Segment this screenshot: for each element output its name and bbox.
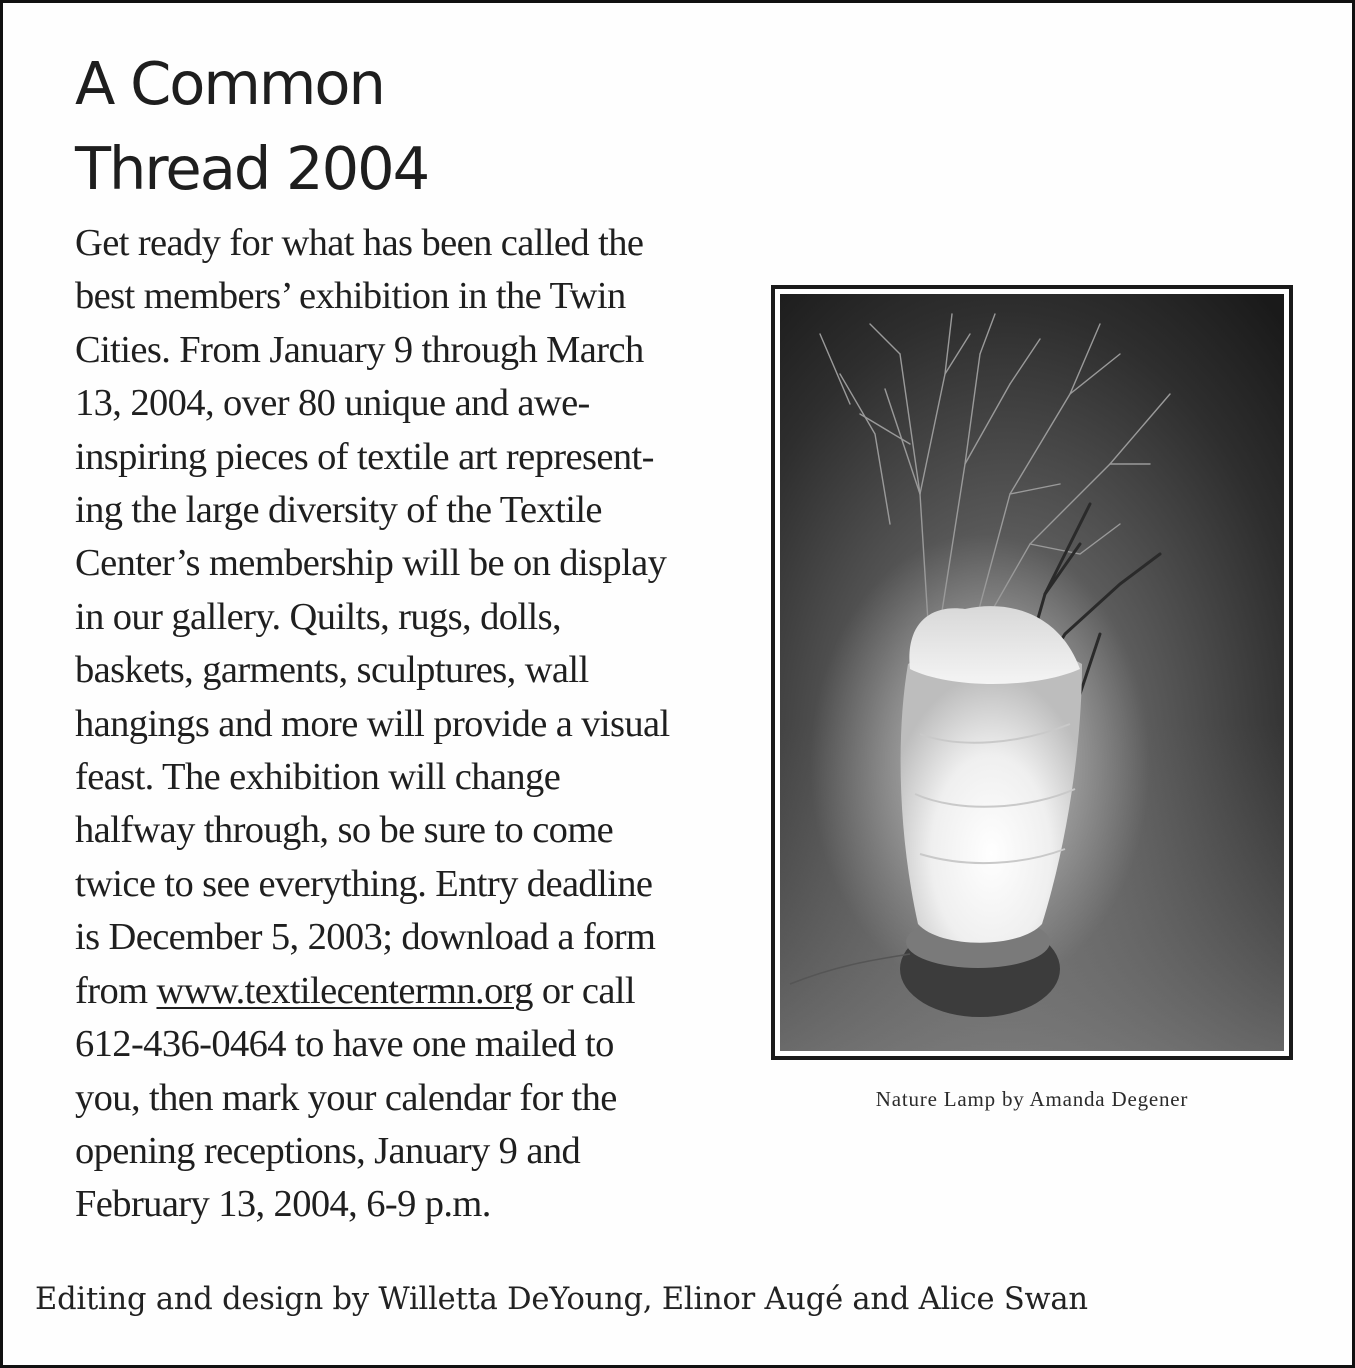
photo-caption: Nature Lamp by Amanda Degener — [875, 1087, 1189, 1111]
body-line: best members’ exhibition in the Twin — [75, 275, 626, 318]
body-line: is December 5, 2003; download a form — [75, 916, 656, 959]
body-line: hangings and more will provide a visual — [75, 702, 670, 745]
body-line: Center’s membership will be on display — [75, 542, 667, 585]
title-line-2: Thread 2004 — [75, 134, 429, 203]
body-line: twice to see everything. Entry deadline — [75, 862, 653, 905]
body-line: 13, 2004, over 80 unique and awe- — [75, 382, 590, 425]
title-line-1: A Common — [75, 49, 384, 118]
body-line-with-link — [75, 965, 715, 1018]
photo-frame — [771, 285, 1293, 1060]
body-line: February 13, 2004, 6-9 p.m. — [75, 1183, 491, 1226]
body-line: feast. The exhibition will change — [75, 756, 561, 799]
nature-lamp-photo — [780, 294, 1284, 1051]
body-line: Get ready for what has been called the — [75, 222, 644, 264]
body-line: 612-436-0464 to have one mailed to — [75, 1023, 614, 1066]
body-line: you, then mark your calendar for the — [75, 1076, 617, 1119]
editing-credit: Editing and design by Willetta DeYoung, Elinor Augé and Alice Swan — [35, 1282, 1088, 1317]
body-line: halfway through, so be sure to come — [75, 809, 614, 852]
body-line: baskets, garments, sculptures, wall — [75, 649, 589, 692]
link-prefix-text: from — [75, 969, 157, 1012]
body-line: Cities. From January 9 through March — [75, 328, 644, 371]
article-title — [75, 41, 428, 211]
article-body — [75, 217, 715, 1232]
body-line: ing the large diversity of the Textile — [75, 489, 602, 532]
website-link[interactable]: www.textilecentermn.org — [156, 969, 533, 1012]
link-suffix-text: or call — [532, 969, 635, 1012]
body-line: inspiring pieces of textile art represent- — [75, 435, 654, 478]
body-line: opening receptions, January 9 and — [75, 1129, 581, 1172]
body-line: in our gallery. Quilts, rugs, dolls, — [75, 595, 561, 638]
